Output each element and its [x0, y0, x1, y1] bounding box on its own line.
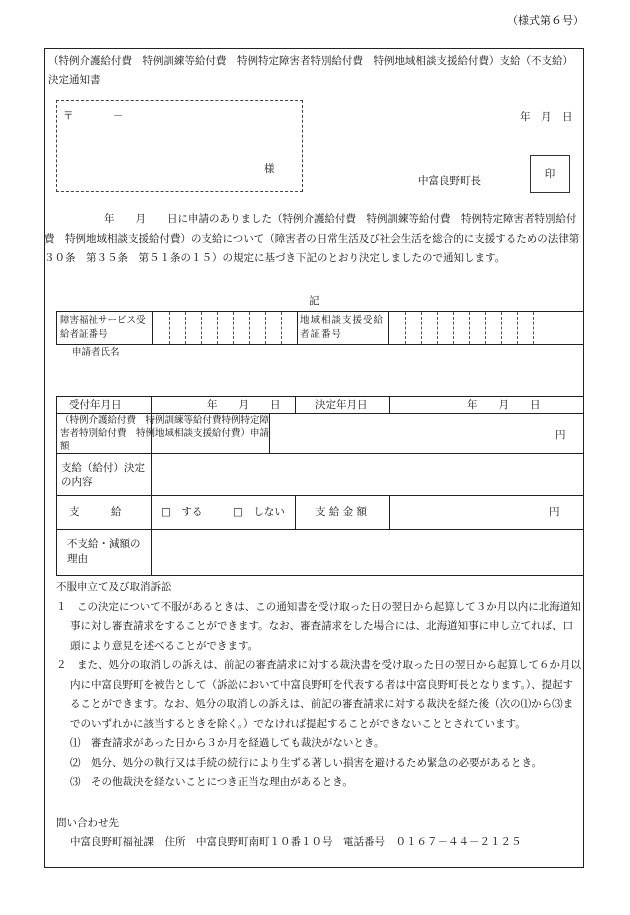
postal-dash: －	[113, 110, 124, 122]
digit-cell	[389, 312, 406, 344]
issue-date: 年 月 日	[520, 111, 573, 123]
appeal-notes	[56, 578, 582, 793]
honorific: 様	[264, 163, 275, 175]
digit-cell	[233, 312, 250, 344]
payment-amount-label: 支 給 金 額	[315, 506, 368, 518]
ki-heading: 記	[309, 295, 320, 307]
digit-cell	[201, 312, 218, 344]
digit-cell	[185, 312, 202, 344]
digit-cell	[517, 312, 534, 344]
document-title: （特例介護給付費 特例訓練等給付費 特例特定障害者特別給付費 特例地域相談支援給付費）支給（不支給）決定通知書	[48, 55, 573, 86]
row-line	[57, 529, 583, 530]
digit-cell	[249, 312, 266, 344]
seal-box: 印	[530, 155, 570, 193]
digit-cell	[265, 312, 282, 344]
inquiry-contact: 中富良野町福祉課 住所 中富良野町南町１０番１０号 電話番号 ０１６７－４４－２１２５	[70, 836, 522, 848]
received-date-value: 年 月 日	[207, 399, 281, 411]
col-line	[295, 495, 296, 529]
digit-cell	[421, 312, 438, 344]
welfare-cert-label: 障害福祉サービス受給者証番号	[57, 312, 153, 344]
digit-cell	[501, 312, 518, 344]
inquiry-heading: 問い合わせ先	[56, 817, 119, 829]
option-yes[interactable]: □ する	[161, 506, 203, 518]
decision-table	[56, 396, 584, 576]
notes-sub-1: ⑴ 審査請求があった日から３か月を経過しても裁決がないとき。	[70, 737, 385, 749]
notes-sub-2: ⑵ 処分、処分の執行又は手続の続行により生ずる著しい損害を避けるため緊急の必要があるとき。	[70, 756, 543, 769]
payment-label: 支 給	[69, 506, 122, 518]
col-line	[295, 397, 296, 413]
digit-cell	[281, 312, 298, 344]
certificate-table	[56, 311, 584, 345]
notes-item-1: １ この決定について不服があるときは、この通知書を受け取った日の翌日から起算して３か月以内に北海道知事に対し審査請求をすることができます。なお、審査請求をした場合には、北海道知事に申し立てれば、口頭により意見を述べることができます。	[56, 600, 581, 652]
yen-unit: 円	[555, 429, 566, 441]
col-line	[389, 397, 390, 413]
decision-date-value: 年 月 日	[467, 399, 541, 411]
postal-mark: 〒	[63, 110, 74, 122]
digit-cell	[437, 312, 454, 344]
digit-cell	[453, 312, 470, 344]
digit-cell	[469, 312, 486, 344]
notes-sub-3: ⑶ その他裁決を経ないことにつき正当な理由があるとき。	[70, 776, 353, 788]
row-line	[57, 453, 583, 454]
notes-heading: 不服申立て及び取消訴訟	[56, 581, 172, 593]
address-box	[56, 100, 303, 192]
reason-label: 不支給・減額の理由	[67, 538, 141, 565]
application-amount-label: （特例介護給付費 特例訓練等給付費特例特定障害者特別給付費 特例地域相談支援給付費）申請額	[60, 415, 270, 452]
col-line	[389, 495, 390, 529]
issuer: 中富良野町長	[418, 175, 481, 187]
regional-cert-label: 地域相談支援受給者証番号	[297, 312, 389, 344]
digit-cell	[405, 312, 422, 344]
option-no[interactable]: □ しない	[233, 506, 285, 518]
notes-item-2: ２ また、処分の取消しの訴えは、前記の審査請求に対する裁決書を受け取った日の翌日から起算して６か月以内に中富良野町を被告として（訴訟において中富良野町を代表する者は中富良野町長となります。）、提起することができます。なお、処分の取消しの訴えは、前記の審査請求に対する裁決を経た後（次の⑴から⑶までのいずれかに該当するときを除く。）でなければ提起することができないこととされています。	[56, 659, 581, 730]
row-line	[57, 495, 583, 496]
decision-date-label: 決定年月日	[315, 399, 368, 411]
applicant-name-label: 申請者氏名	[72, 347, 120, 358]
digit-cell	[485, 312, 502, 344]
digit-cell	[217, 312, 234, 344]
received-date-label: 受付年月日	[69, 399, 122, 411]
decision-content-label: 支給（給付）決定の内容	[61, 462, 145, 488]
digit-cell	[153, 312, 170, 344]
intro-paragraph: 年 月 日に申請のありました（特例介護給付費 特例訓練等給付費 特例特定障害者特別給付費 特例地域相談支援給付費）の支給について（障害者の日常生活及び社会生活を総合的に支援するための法律第３０条 第３５条 第５１条の１５）の規定に基づき下記のとおり決定しましたので通知します。	[44, 213, 580, 264]
form-number: （様式第６号）	[507, 14, 584, 27]
yen-unit-2: 円	[549, 506, 560, 518]
digit-cell	[169, 312, 186, 344]
